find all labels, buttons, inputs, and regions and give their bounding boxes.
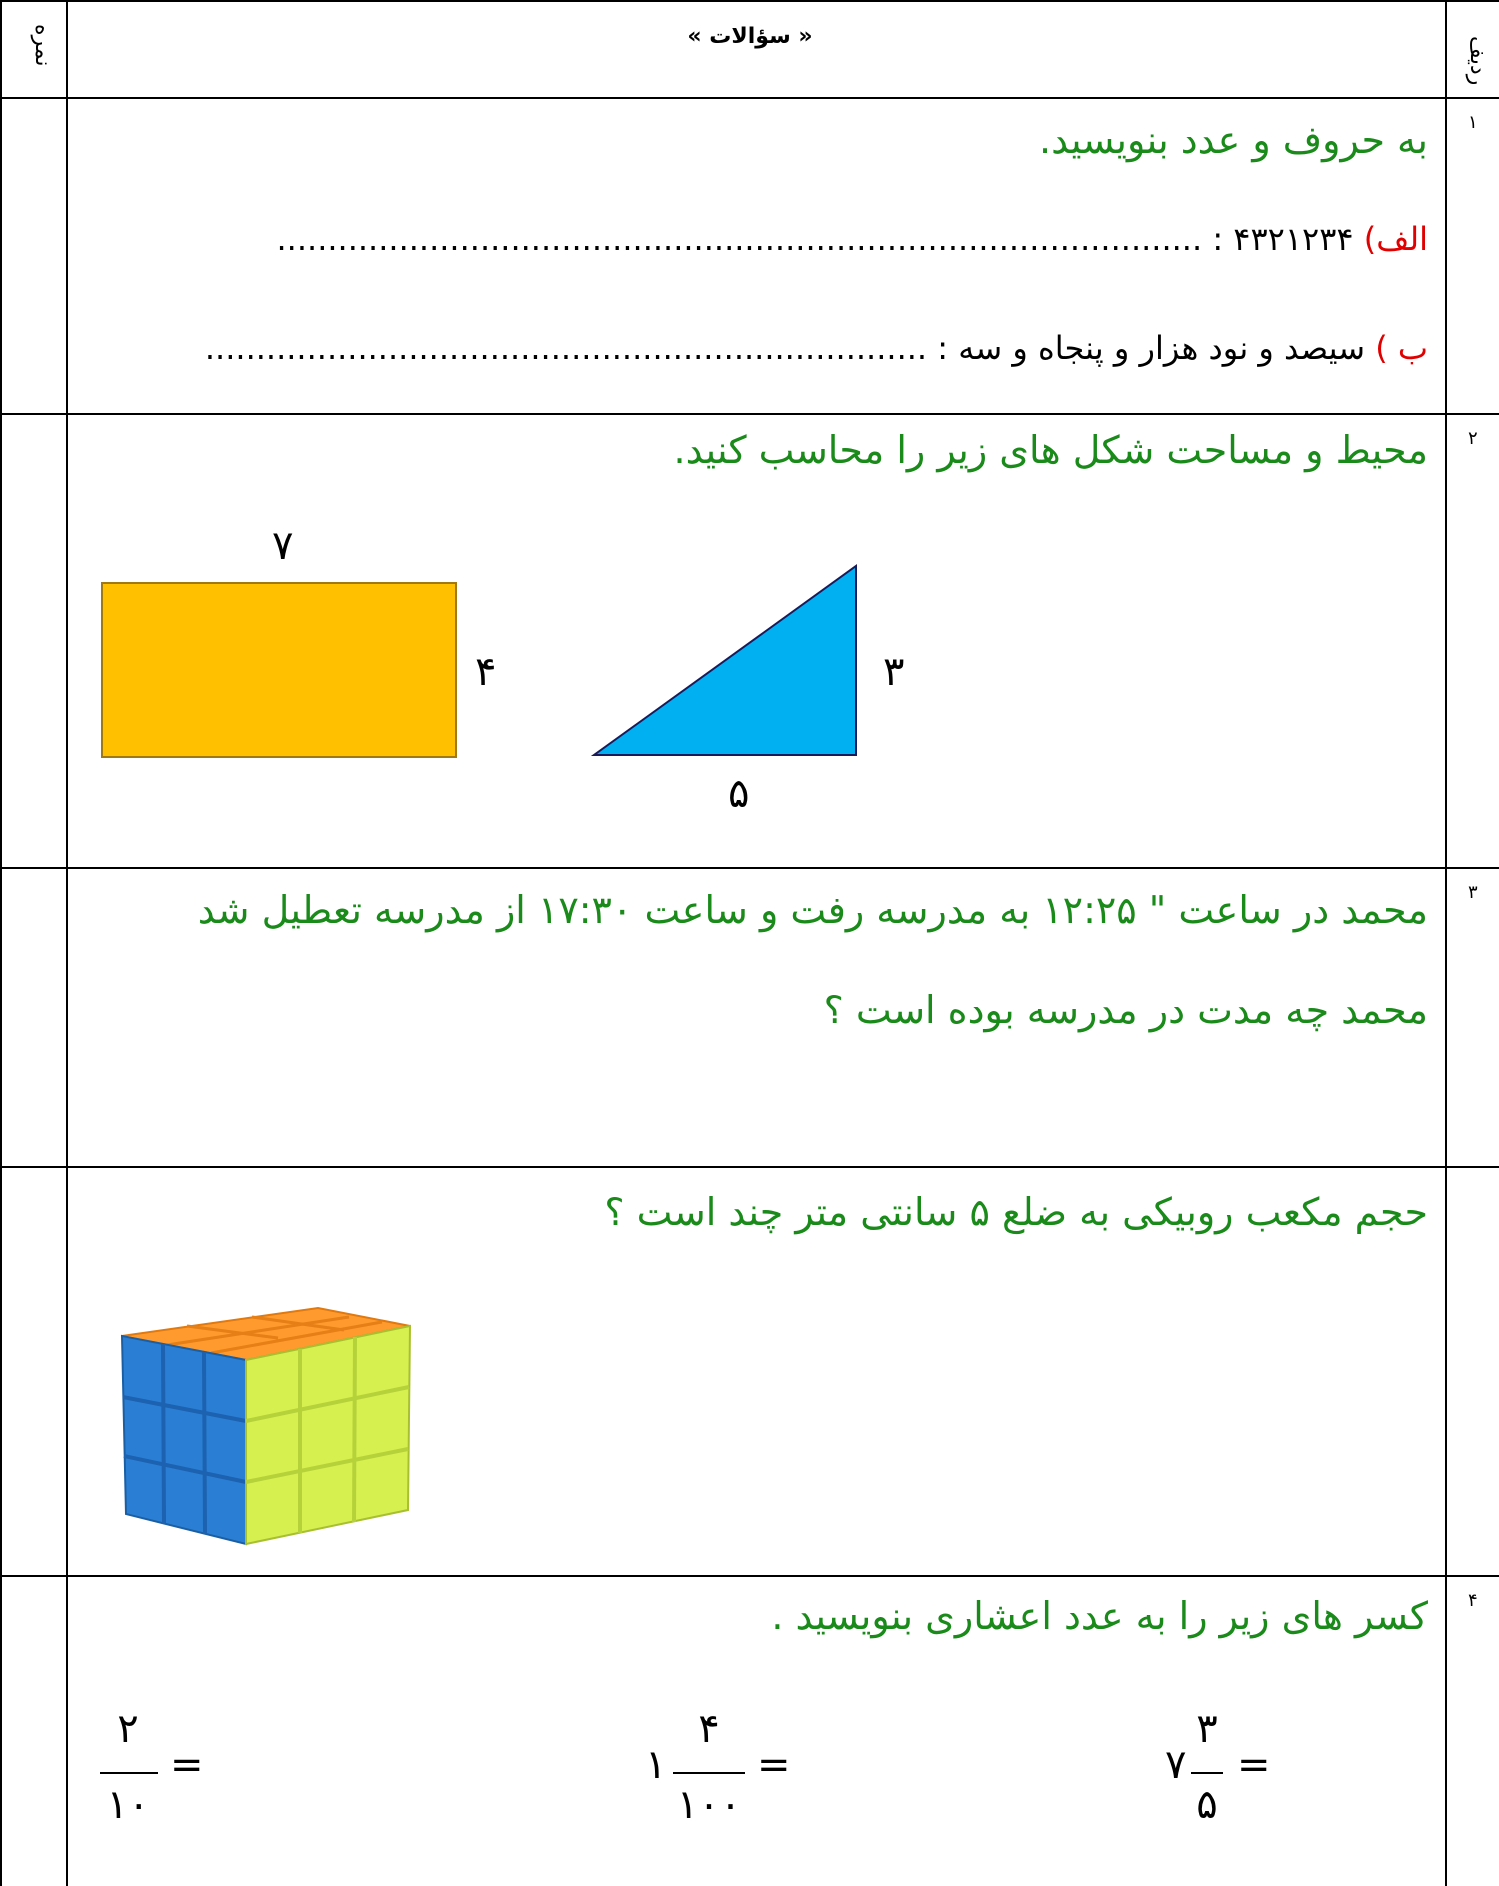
rectangle-shape — [101, 582, 457, 758]
row-divider — [0, 413, 1499, 415]
row-divider — [0, 1575, 1499, 1577]
numerator: ۲ — [117, 1706, 139, 1752]
row-divider — [0, 867, 1499, 869]
denominator: ۱۰۰ — [676, 1782, 742, 1828]
rectangle-side-label: ۴ — [475, 649, 497, 695]
part-marker: ب ) — [1375, 329, 1428, 367]
fraction-1 — [96, 1706, 216, 1836]
row-number: ۳ — [1468, 882, 1478, 903]
question-title: محیط و مساحت شکل های زیر را محاسب کنید. — [673, 428, 1428, 472]
fraction-bar — [100, 1772, 158, 1774]
question-part-b — [205, 329, 1428, 367]
fraction-2 — [645, 1706, 805, 1836]
part-marker: الف) — [1363, 220, 1428, 258]
equals-sign: = — [170, 1742, 204, 1788]
score-column-header: نمره — [30, 24, 55, 67]
denominator: ۵ — [1196, 1782, 1218, 1828]
question-title: حجم مکعب روبیکی به ضلع ۵ سانتی متر چند است ؟ — [604, 1190, 1428, 1234]
fraction-bar — [1191, 1772, 1223, 1774]
triangle-shape — [590, 564, 860, 758]
question-title: به حروف و عدد بنویسید. — [1039, 118, 1428, 162]
rubiks-cube-icon — [112, 1304, 412, 1548]
row-number: ۲ — [1468, 428, 1478, 449]
question-part-a — [277, 220, 1429, 258]
part-text: سیصد و نود هزار و پنجاه و سه : ....................................................................... — [204, 329, 1366, 367]
triangle-bottom-label: ۵ — [728, 771, 750, 817]
row-number: ۴ — [1468, 1590, 1478, 1611]
questions-header: « سؤالات » — [687, 24, 813, 49]
triangle-side-label: ۳ — [883, 649, 905, 695]
numerator: ۳ — [1196, 1706, 1218, 1752]
whole-number: ۷ — [1165, 1742, 1187, 1788]
fraction-3 — [1165, 1706, 1305, 1836]
equals-sign: = — [1237, 1742, 1271, 1788]
row-number: ۱ — [1468, 112, 1478, 133]
rectangle-top-label: ۷ — [272, 523, 294, 569]
column-divider-score — [66, 0, 68, 1886]
question-line-1: محمد در ساعت " ۱۲:۲۵ به مدرسه رفت و ساعت ۱۷:۳۰ از مدرسه تعطیل شد — [197, 888, 1428, 932]
part-text: ۴۳۲۱۲۳۴ : ........................................................................................... — [276, 220, 1354, 258]
border-left — [0, 0, 2, 1886]
border-top — [0, 0, 1499, 2]
column-divider-row — [1445, 0, 1447, 1886]
question-title: کسر های زیر را به عدد اعشاری بنویسید . — [771, 1594, 1428, 1638]
fraction-bar — [673, 1772, 745, 1774]
question-line-2: محمد چه مدت در مدرسه بوده است ؟ — [823, 988, 1428, 1032]
row-divider — [0, 1166, 1499, 1168]
numerator: ۴ — [698, 1706, 720, 1752]
equals-sign: = — [757, 1742, 791, 1788]
denominator: ۱۰ — [106, 1782, 150, 1828]
row-column-header: ردیف — [1465, 36, 1490, 86]
row-divider — [0, 97, 1499, 99]
whole-number: ۱ — [645, 1742, 667, 1788]
